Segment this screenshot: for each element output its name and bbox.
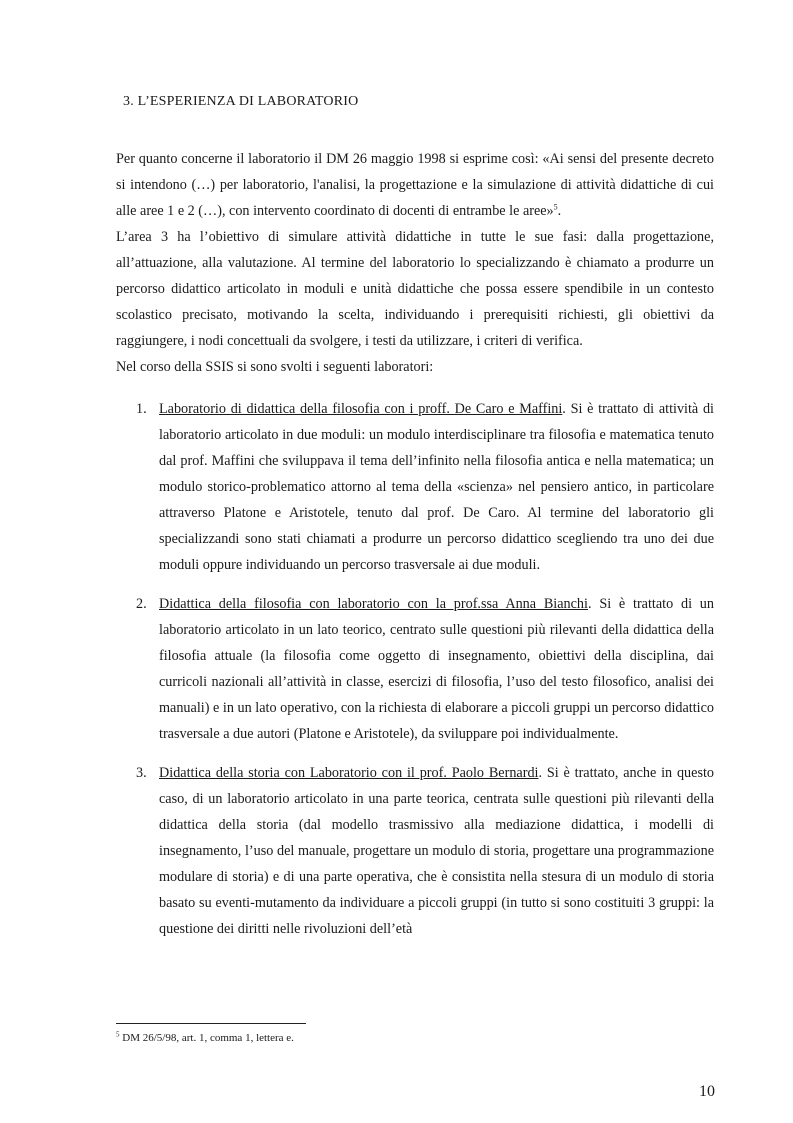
intro-paragraph-1-end: . [557, 203, 562, 219]
list-item-body: . Si è trattato di attività di laboratorio articolato in due moduli: un modulo interdisciplinare tra filosofia e matematica tenuto dal prof. Maffini che sviluppava il tema dell’infinito nella filosofia antica e nella matematica; un modulo storico-problematico attorno al tema della «scienza» nel pensiero antico, in particolare attraverso Platone e Aristotele, tenuto dal prof. De Caro. Al termine del laboratorio gli specializzandi sono stati chiamati a produrre un percorso didattico scegliendo tra uno dei due moduli oppure individuando un percorso trasversale ai due moduli. [159, 401, 714, 573]
list-item-number: 1. [136, 401, 147, 417]
laboratories-list [116, 396, 714, 955]
footnote [116, 1032, 294, 1044]
intro-text [116, 146, 714, 380]
list-item [116, 760, 714, 942]
section-heading: 3. L’ESPERIENZA DI LABORATORIO [123, 94, 359, 109]
page-number: 10 [699, 1083, 715, 1100]
footnote-divider [116, 1023, 306, 1024]
intro-paragraph-3: Nel corso della SSIS si sono svolti i seguenti laboratori: [116, 359, 434, 375]
list-item-body: . Si è trattato, anche in questo caso, di un laboratorio articolato in una parte teorica, centrata sulle questioni più rilevanti della didattica della storia (dal modello trasmissivo alla mediazione didattica, i modelli di insegnamento, l’uso del manuale, progettare un modulo di storia, progettare una programmazione modulare di storia) e di una parte operativa, che è consistita nella stesura di un modulo di storia basato su eventi-mutamento da individuare a piccoli gruppi (in tutto si sono costituiti 3 gruppi: la questione dei diritti nelle rivoluzioni dell’età [159, 765, 714, 937]
footnote-reference[interactable]: 5 [553, 202, 558, 212]
intro-paragraph-1 [116, 146, 714, 224]
list-item-number: 3. [136, 765, 147, 781]
list-item-body: . Si è trattato di un laboratorio articolato in un lato teorico, centrato sulle questioni più rilevanti della didattica della filosofia attuale (la filosofia come oggetto di insegnamento, obiettivi della disciplina, dai curricoli nazionali all’attività in classe, esercizi di filosofia, l’uso del testo filosofico, analisi dei manuali) e in un lato operativo, con la richiesta di elaborare a piccoli gruppi un percorso didattico trasversale a due autori (Platone e Aristotele), da sviluppare poi individualmente. [159, 596, 714, 742]
list-item [116, 396, 714, 578]
list-item-title: Laboratorio di didattica della filosofia con i proff. De Caro e Maffini [159, 401, 563, 417]
list-item-number: 2. [136, 596, 147, 612]
list-item [116, 591, 714, 747]
footnote-text: DM 26/5/98, art. 1, comma 1, lettera e. [119, 1032, 294, 1044]
list-item-title: Didattica della storia con Laboratorio con il prof. Paolo Bernardi [159, 765, 539, 781]
intro-paragraph-2: L’area 3 ha l’obiettivo di simulare attività didattiche in tutte le sue fasi: dalla progettazione, all’attuazione, alla valutazione. Al termine del laboratorio lo specializzando è chiamato a produrre un percorso didattico articolato in moduli e unità didattiche che possa essere spendibile in un contesto scolastico precisato, motivando la scelta, individuando i prerequisiti richiesti, gli obiettivi da raggiungere, i nodi concettuali da svolgere, i testi da utilizzare, i criteri di verifica. [116, 229, 714, 349]
intro-paragraph-1-text: Per quanto concerne il laboratorio il DM 26 maggio 1998 si esprime così: «Ai sensi del presente decreto si intendono (…) per laboratorio, l'analisi, la progettazione e la simulazione di attività didattiche di cui alle aree 1 e 2 (…), con intervento coordinato di docenti di entrambe le aree» [116, 151, 714, 219]
list-item-title: Didattica della filosofia con laboratorio con la prof.ssa Anna Bianchi [159, 596, 588, 612]
footnote-number: 5 [116, 1030, 120, 1039]
